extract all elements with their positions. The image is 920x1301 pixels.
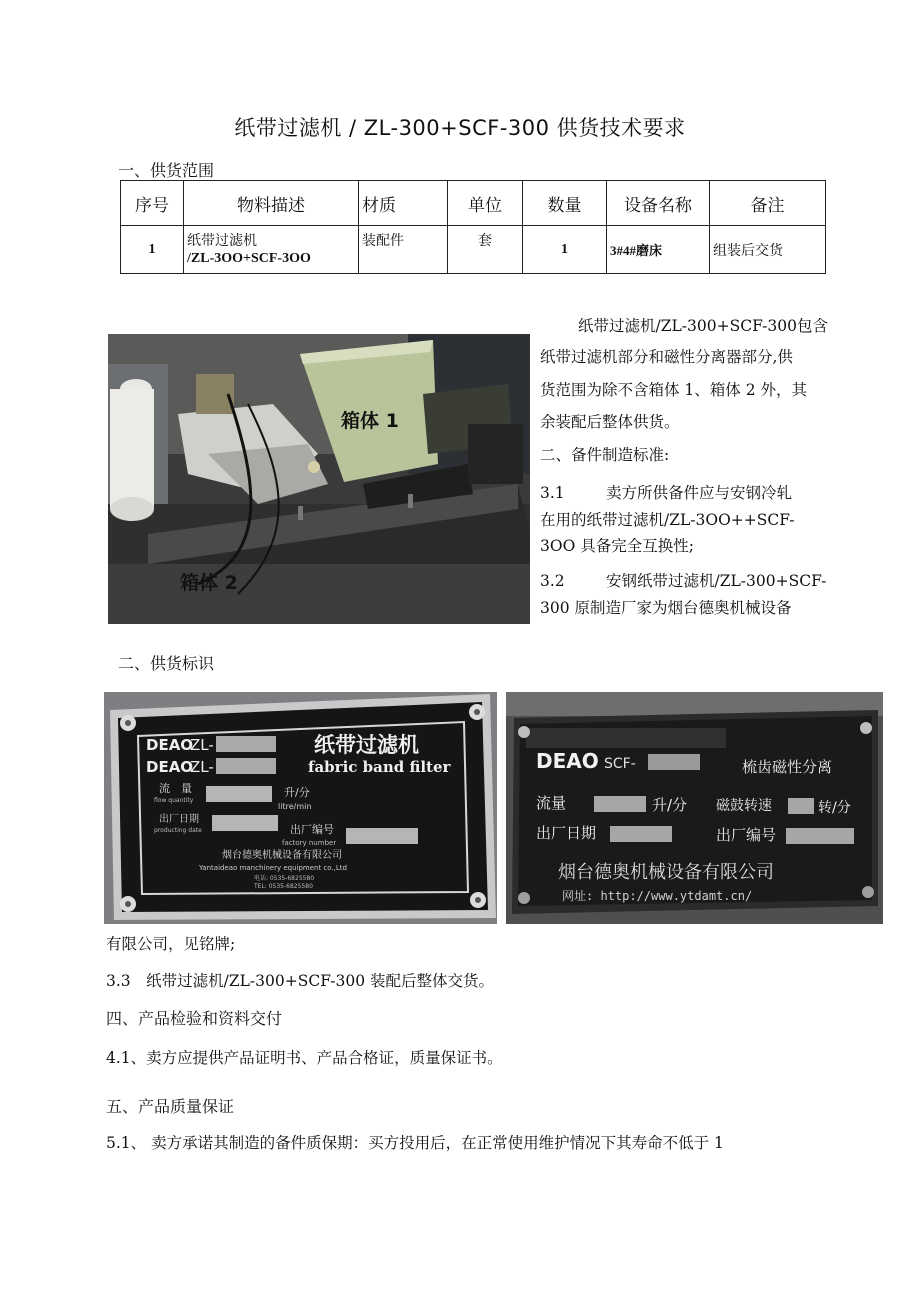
plate1-number-cn: 出厂编号 [290,823,334,836]
marking-heading: 二、供货标识 [118,654,215,673]
section-2-heading: 二、备件制造标准: [540,446,670,464]
intro-line-1: 纸带过滤机/ZL-300+SCF-300包含 [578,317,828,335]
header-unit: 单位 [448,181,523,226]
table-header-row [121,181,826,226]
plate1-title-cn: 纸带过滤机 [314,733,419,757]
item-4-1: 4.1、卖方应提供产品证明书、产品合格证，质量保证书。 [106,1049,503,1067]
section-1-heading: 一、供货范围 [118,161,215,180]
cell-desc-line2: /ZL-3OO+SCF-3OO [187,250,311,266]
item-3-2-line-2: 300 原制造厂家为烟台德奥机械设备 [540,599,792,617]
header-material: 材质 [359,181,448,226]
label-box-1: 箱体 1 [341,410,399,432]
intro-line-3: 货范围为除不含箱体 1、箱体 2 外，其 [540,381,808,399]
item-3-2-continuation: 有限公司，见铭牌; [106,935,236,953]
plate2-date-cn: 出厂日期 [536,824,597,842]
item-3-3: 3.3 纸带过滤机/ZL-300+SCF-300 装配后整体交货。 [106,972,495,990]
label-box-2: 箱体 2 [180,572,238,594]
plate1-title-en: fabric band filter [308,758,451,776]
plate1-flow-cn: 流 量 [159,782,192,795]
cell-qty: 1 [523,226,607,274]
item-3-2-number: 3.2 [540,572,565,590]
plate1-tel-1: 电话: 0535-6825580 [254,875,315,882]
item-3-2-line-1: 安钢纸带过滤机/ZL-300+SCF- [606,572,827,590]
plate1-brand-b: DEAO [146,758,194,776]
plate1-flow-unit-cn: 升/分 [284,786,310,799]
plate2-model: SCF- [604,756,636,772]
intro-line-2: 纸带过滤机部分和磁性分离器部分,供 [540,348,793,366]
item-3-1-line-1: 卖方所供备件应与安钢冷轧 [606,484,793,502]
cell-seq: 1 [121,226,184,274]
plate1-number-en: factory number [282,839,337,847]
plate1-model-a: ZL- [190,736,214,754]
machine-photo [108,334,530,624]
header-seq: 序号 [121,181,184,226]
plate2-flow-cn: 流量 [536,794,567,812]
nameplate-photo-2 [506,692,883,924]
plate1-tel-2: TEL: 0535-6825580 [254,883,313,890]
item-3-1-line-2: 在用的纸带过滤机/ZL-3OO++SCF- [540,511,795,529]
header-remark: 备注 [710,181,826,226]
plate2-speed-cn: 磁鼓转速 [716,798,772,814]
section-5-heading: 五、产品质量保证 [106,1097,235,1116]
header-desc: 物料描述 [184,181,359,226]
item-3-1-number: 3.1 [540,484,565,502]
cell-desc [184,226,359,274]
plate2-company-cn: 烟台德奥机械设备有限公司 [558,862,774,883]
intro-line-4: 余装配后整体供货。 [540,413,680,431]
table-row [121,226,826,274]
plate1-date-cn: 出厂日期 [159,814,199,825]
plate2-speed-unit: 转/分 [818,800,851,816]
plate2-title-cn: 梳齿磁性分离 [742,758,833,776]
plate1-brand-a: DEAO [146,736,194,754]
cell-desc-line1: 纸带过滤机 [187,232,257,249]
plate2-website: 网址: http://www.ytdamt.cn/ [562,889,753,903]
nameplate-photo-1 [104,692,497,924]
plate1-date-en: producting date [154,827,202,834]
plate2-brand: DEAO [536,749,599,773]
header-equipment: 设备名称 [607,181,710,226]
page-title: 纸带过滤机 / ZL-300+SCF-300 供货技术要求 [234,116,686,140]
plate1-model-b: ZL- [190,758,214,776]
item-3-1-line-3: 3OO 具备完全互换性; [540,537,694,555]
cell-equipment: 3#4#磨床 [607,226,710,274]
cell-unit: 套 [448,226,523,274]
plate2-number-cn: 出厂编号 [716,826,777,844]
supply-scope-table [120,180,826,274]
plate1-company-en: Yantaideao manchinery equipment co.,Ltd [199,864,347,872]
cell-material: 装配件 [359,226,448,274]
header-qty: 数量 [523,181,607,226]
item-5-1: 5.1、 卖方承诺其制造的备件质保期：买方投用后，在正常使用维护情况下其寿命不低于 1 [106,1134,724,1152]
cell-remark: 组装后交货 [710,226,826,274]
section-4-heading: 四、产品检验和资料交付 [106,1009,283,1028]
plate2-flow-unit: 升/分 [652,796,688,814]
plate1-flow-en: flow quantity [154,797,194,804]
plate1-flow-unit-en: litre/min [278,802,312,811]
plate1-company-cn: 烟台德奥机械设备有限公司 [222,850,342,861]
